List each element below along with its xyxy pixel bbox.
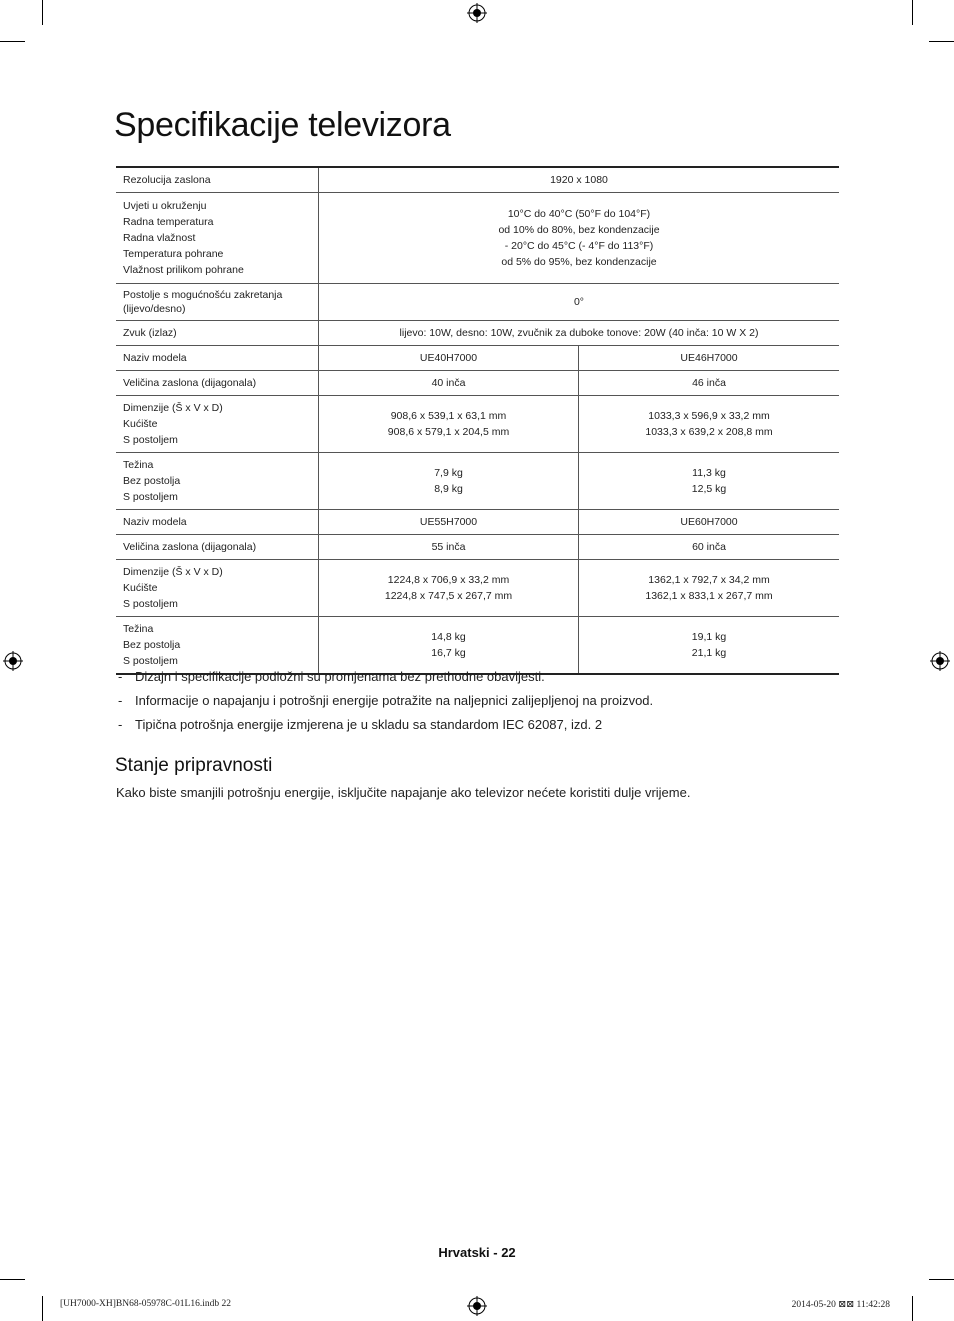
model-name: UE55H7000 (319, 510, 579, 535)
dim-value-line: 908,6 x 539,1 x 63,1 mm (390, 410, 507, 422)
env-value-line: od 10% do 80%, bez kondenzacije (498, 224, 660, 236)
dim-value-line: 1224,8 x 706,9 x 33,2 mm (387, 574, 510, 586)
crop-mark (929, 1279, 954, 1280)
table-row (116, 284, 839, 321)
weight-value-line: 19,1 kg (691, 631, 727, 643)
crop-mark (42, 1296, 43, 1321)
weight-label-line: S postoljem (123, 491, 178, 503)
crop-mark (0, 1279, 25, 1280)
spec-label: Naziv modela (116, 346, 319, 371)
dim-value-line: 1033,3 x 639,2 x 208,8 mm (645, 426, 773, 438)
dimensions-value (319, 560, 579, 617)
table-row (116, 560, 839, 617)
dim-label-line: S postoljem (123, 598, 178, 610)
dimensions-value (579, 560, 840, 617)
weight-value (319, 617, 579, 675)
env-value-line: 10°C do 40°C (50°F do 104°F) (507, 208, 651, 220)
spec-label (116, 396, 319, 453)
model-name: UE40H7000 (319, 346, 579, 371)
table-row (116, 453, 839, 510)
spec-label (116, 284, 319, 321)
crop-mark (912, 0, 913, 25)
spec-label (116, 617, 319, 675)
spec-label (116, 193, 319, 284)
table-row (116, 371, 839, 396)
crop-mark (912, 1296, 913, 1321)
table-row (116, 346, 839, 371)
registration-mark-icon (467, 3, 487, 23)
list-item (118, 668, 653, 692)
dim-label-line: Kućište (123, 582, 158, 594)
env-value-line: - 20°C do 45°C (- 4°F do 113°F) (504, 240, 654, 252)
crop-mark (929, 41, 954, 42)
weight-value-line: 12,5 kg (691, 483, 727, 495)
env-label-line: Radna temperatura (123, 216, 214, 228)
env-label-line: Temperatura pohrane (123, 248, 224, 260)
bullet-dash: - (118, 717, 123, 732)
weight-value-line: 7,9 kg (434, 467, 463, 479)
env-value-line: od 5% do 95%, bez kondenzacije (501, 256, 657, 268)
spec-label (116, 453, 319, 510)
dim-value-line: 908,6 x 579,1 x 204,5 mm (387, 426, 510, 438)
weight-value-line: 16,7 kg (431, 647, 466, 659)
section-text: Kako biste smanjili potrošnju energije, isključite napajanje ako televizor nećete koristiti dulje vrijeme. (116, 785, 691, 800)
dim-value-line: 1224,8 x 747,5 x 267,7 mm (384, 590, 513, 602)
crop-mark (42, 0, 43, 25)
screen-size: 60 inča (579, 535, 840, 560)
weight-value-line: 21,1 kg (691, 647, 727, 659)
page-number: Hrvatski - 22 (438, 1245, 516, 1260)
print-file-info: [UH7000-XH]BN68-05978C-01L16.indb 22 (60, 1299, 231, 1309)
bullet-dash: - (118, 669, 123, 684)
table-row (116, 321, 839, 346)
weight-label-line: Težina (123, 459, 154, 471)
spec-label (116, 560, 319, 617)
model-name: UE60H7000 (579, 510, 840, 535)
weight-label-line: Bez postolja (123, 475, 181, 487)
spec-value: lijevo: 10W, desno: 10W, zvučnik za duboke tonove: 20W (40 inča: 10 W X 2) (319, 321, 840, 346)
bullet-dash: - (118, 693, 123, 708)
spec-value (319, 193, 840, 284)
notes-list (118, 668, 653, 740)
dimensions-value (319, 396, 579, 453)
spec-table (116, 166, 839, 675)
weight-value-line: 14,8 kg (431, 631, 466, 643)
weight-label-line: Bez postolja (123, 639, 181, 651)
dim-value-line: 1362,1 x 833,1 x 267,7 mm (645, 590, 773, 602)
spec-value: 0° (319, 284, 840, 321)
table-row (116, 510, 839, 535)
spec-label: Rezolucija zaslona (116, 167, 319, 193)
note-text: Dizajn i specifikacije podložni su promjenama bez prethodne obavijesti. (135, 669, 545, 684)
spec-label: Zvuk (izlaz) (116, 321, 319, 346)
env-label-line: Uvjeti u okruženju (123, 200, 207, 212)
dimensions-value (579, 396, 840, 453)
spec-label: Naziv modela (116, 510, 319, 535)
dim-label-line: Kućište (123, 418, 158, 430)
model-name: UE46H7000 (579, 346, 840, 371)
weight-label-line: S postoljem (123, 655, 178, 667)
screen-size: 40 inča (319, 371, 579, 396)
page-title: Specifikacije televizora (114, 106, 451, 144)
print-timestamp: 2014-05-20 ⊠⊠ 11:42:28 (791, 1300, 890, 1310)
section-title: Stanje pripravnosti (115, 755, 273, 776)
list-item (118, 692, 653, 716)
registration-mark-icon (3, 651, 23, 671)
dim-label-line: Dimenzije (Š x V x D) (123, 566, 223, 578)
weight-value-line: 11,3 kg (692, 467, 726, 479)
spec-value: 1920 x 1080 (319, 167, 840, 193)
env-label-line: Radna vlažnost (123, 232, 196, 244)
weight-value (319, 453, 579, 510)
note-text: Informacije o napajanju i potrošnji energije potražite na naljepnici zalijepljenoj na proizvod. (135, 693, 654, 708)
screen-size: 55 inča (319, 535, 579, 560)
table-row (116, 617, 839, 675)
weight-value (579, 617, 840, 675)
weight-value-line: 8,9 kg (434, 483, 463, 495)
table-row (116, 535, 839, 560)
spec-label: Veličina zaslona (dijagonala) (116, 535, 319, 560)
list-item (118, 716, 653, 740)
dim-value-line: 1033,3 x 596,9 x 33,2 mm (648, 410, 770, 422)
table-row (116, 167, 839, 193)
note-text: Tipična potrošnja energije izmjerena je u skladu sa standardom IEC 62087, izd. 2 (135, 717, 603, 732)
swivel-label-line: (lijevo/desno) (123, 303, 186, 315)
swivel-label-line: Postolje s mogućnošću zakretanja (123, 289, 283, 301)
weight-value (579, 453, 840, 510)
spec-label: Veličina zaslona (dijagonala) (116, 371, 319, 396)
registration-mark-icon (467, 1296, 487, 1316)
table-row (116, 193, 839, 284)
env-label-line: Vlažnost prilikom pohrane (123, 264, 244, 276)
crop-mark (0, 41, 25, 42)
weight-label-line: Težina (123, 623, 154, 635)
dim-label-line: S postoljem (123, 434, 178, 446)
table-row (116, 396, 839, 453)
screen-size: 46 inča (579, 371, 840, 396)
dim-label-line: Dimenzije (Š x V x D) (123, 402, 223, 414)
dim-value-line: 1362,1 x 792,7 x 34,2 mm (648, 574, 770, 586)
registration-mark-icon (930, 651, 950, 671)
